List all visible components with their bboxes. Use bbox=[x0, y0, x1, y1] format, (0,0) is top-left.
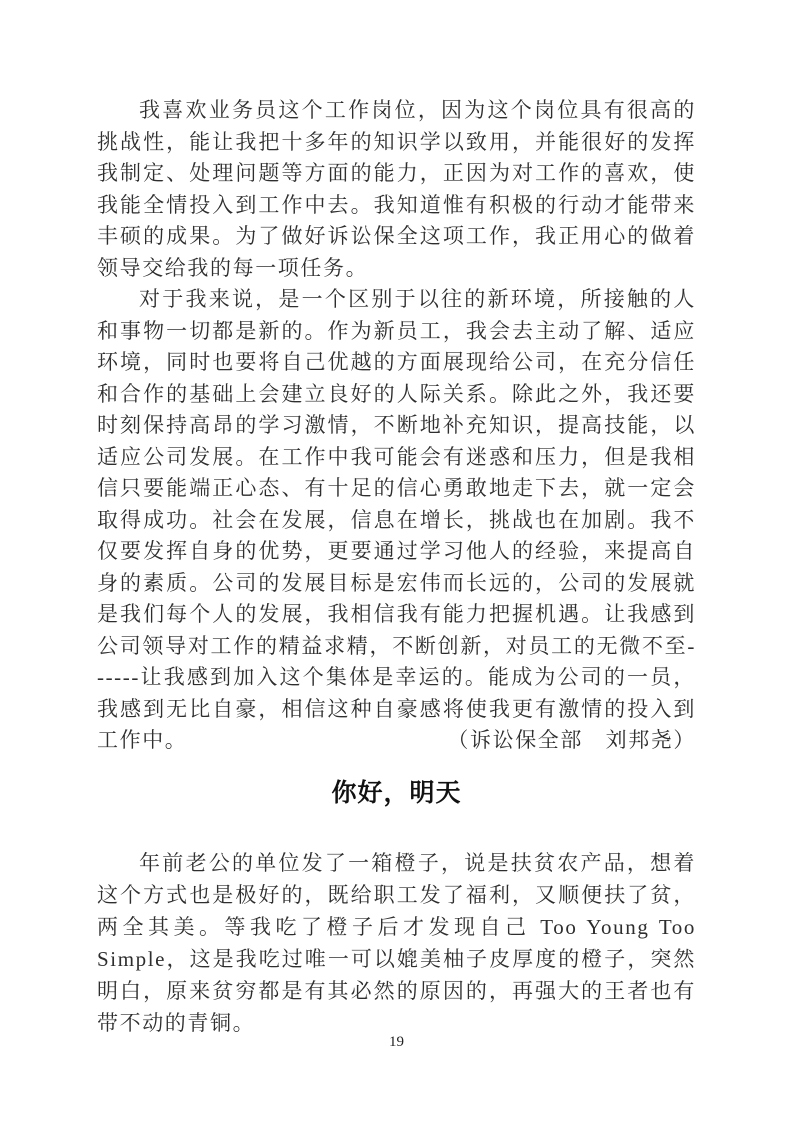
article-hello-tomorrow bbox=[97, 847, 696, 1039]
paragraph-work-2-text: 对于我来说，是一个区别于以往的新环境，所接触的人和事物一切都是新的。作为新员工，我会去主动了解、适应环境，同时也要将自己优越的方面展现给公司，在充分信任和合作的基础上会建立良好的人际关系。除此之外，我还要时刻保持高昂的学习激情，不断地补充知识，提高技能，以适应公司发展。在工作中我可能会有迷惑和压力，但是我相信只要能端正心态、有十足的信心勇敢地走下去，就一定会取得成功。社会在发展，信息在增长，挑战也在加剧。我不仅要发挥自身的优势，更要通过学习他人的经验，来提高自身的素质。公司的发展目标是宏伟而长远的，公司的发展就是我们每个人的发展，我相信我有能力把握机遇。让我感到公司领导对工作的精益求精，不断创新，对员工的无微不至------让我感到加入这个集体是幸运的。能成为公司的一员，我感到无比自豪，相信这种自豪感将使我更有激情的投入到工作中。 bbox=[97, 287, 696, 752]
paragraph-work-1: 我喜欢业务员这个工作岗位，因为这个岗位具有很高的挑战性，能让我把十多年的知识学以致用，并能很好的发挥我制定、处理问题等方面的能力，正因为对工作的喜欢，使我能全情投入到工作中去。我知道惟有积极的行动才能带来丰硕的成果。为了做好诉讼保全这项工作，我正用心的做着领导交给我的每一项任务。 bbox=[97, 98, 696, 280]
page-number: 19 bbox=[389, 1034, 404, 1050]
paragraph-work-2 bbox=[97, 284, 696, 757]
author-signature: （诉讼保全部 刘邦尧） bbox=[447, 728, 696, 752]
article-title-hello-tomorrow: 你好，明天 bbox=[331, 778, 462, 807]
paragraph-orange-story: 年前老公的单位发了一箱橙子，说是扶贫农产品，想着这个方式也是极好的，既给职工发了福利，又顺便扶了贫，两全其美。等我吃了橙子后才发现自己 Too Young Too Simple，这是我吃过唯一可以媲美柚子皮厚度的橙子，突然明白，原来贫穷都是有其必然的原因的，再强大的王者也有带不动的青铜。 bbox=[97, 850, 696, 1035]
article-work-reflection bbox=[97, 95, 696, 757]
